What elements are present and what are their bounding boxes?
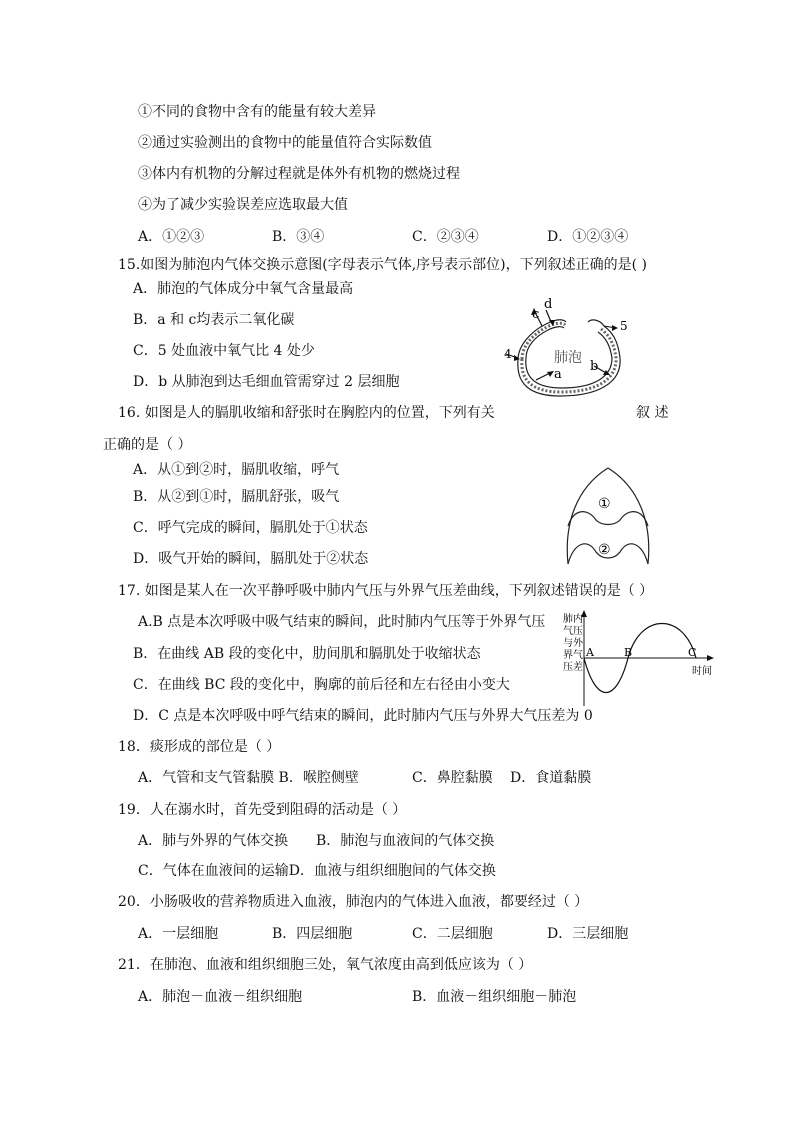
q14-statement-2: ②通过实验测出的食物中的能量值符合实际数值	[138, 135, 432, 151]
q17-option-c: C．在曲线 BC 段的变化中，胸廓的前后径和左右径由小变大	[133, 677, 510, 693]
point-b-label: B	[624, 646, 633, 659]
q20-option-c: C．二层细胞	[412, 926, 493, 942]
q20-stem: 20．小肠吸收的营养物质进入血液，肺泡内的气体进入血液，都要经过（ ）	[118, 894, 589, 910]
q17-option-a: A.B 点是本次呼吸中吸气结束的瞬间，此时肺内气压等于外界气压	[138, 614, 546, 630]
q16-stem-line2: 正确的是（ ）	[103, 437, 192, 453]
q18-stem: 18．痰形成的部位是（ ）	[118, 739, 281, 755]
q14-statement-4: ④为了减少实验误差应选取最大值	[138, 197, 348, 213]
q15-stem: 15.如图为肺泡内气体交换示意图(字母表示气体,序号表示部位)，下列叙述正确的是( )	[118, 257, 648, 273]
q20-option-d: D．三层细胞	[547, 926, 629, 942]
alveolus-center-label: 肺泡	[554, 350, 582, 366]
alveolus-figure	[500, 296, 640, 400]
label-b: b	[590, 359, 599, 374]
q17-stem: 17. 如图是某人在一次平静呼吸中肺内气压与外界气压差曲线，下列叙述错误的是（ ）	[118, 583, 654, 599]
q16-option-a: A．从①到②时，膈肌收缩，呼气	[133, 462, 340, 478]
q15-option-a: A．肺泡的气体成分中氧气含量最高	[133, 281, 354, 297]
point-c-label: C	[688, 646, 697, 659]
label-4: 4	[504, 347, 512, 361]
q14-option-b: B．③④	[272, 229, 325, 245]
q18-option-d: D．食道黏膜	[510, 770, 592, 786]
q16-stem-part2: 叙 述	[636, 405, 669, 421]
label-d: d	[544, 297, 553, 312]
q20-option-a: A．一层细胞	[138, 926, 219, 942]
y-label-2: 气压	[563, 626, 583, 637]
pressure-curve-figure	[560, 608, 720, 708]
q21-option-b: B．血液－组织细胞－肺泡	[412, 989, 577, 1005]
q21-stem: 21．在肺泡、血液和组织细胞三处，氧气浓度由高到低应该为（ ）	[118, 957, 533, 973]
q16-option-c: C．呼气完成的瞬间，膈肌处于①状态	[133, 520, 368, 536]
q16-stem-part1: 16. 如图是人的膈肌收缩和舒张时在胸腔内的位置，下列有关	[118, 405, 495, 421]
y-label-1: 肺内	[563, 614, 583, 625]
y-label-4: 界气	[563, 650, 583, 661]
q21-option-a: A．肺泡－血液－组织细胞	[138, 989, 303, 1005]
label-5: 5	[620, 319, 628, 333]
q16-option-d: D．吸气开始的瞬间，膈肌处于②状态	[133, 551, 369, 567]
q19-option-b: B．肺泡与血液间的气体交换	[316, 833, 495, 849]
q14-option-d: D．①②③④	[547, 229, 629, 245]
x-axis-label: 时间	[692, 666, 712, 677]
point-a-label: A	[586, 646, 594, 659]
q19-option-a: A．肺与外界的气体交换	[138, 833, 289, 849]
diaphragm-figure	[558, 464, 658, 570]
label-c: c	[532, 307, 540, 322]
q17-option-b: B．在曲线 AB 段的变化中，肋间肌和膈肌处于收缩状态	[133, 646, 481, 662]
diaphragm-label-1: ①	[598, 496, 611, 512]
q18-option-c: C．鼻腔黏膜	[412, 770, 493, 786]
q18-option-ab: A．气管和支气管黏膜 B．喉腔侧壁	[138, 770, 359, 786]
q14-option-c: C．②③④	[412, 229, 479, 245]
q19-stem: 19．人在溺水时，首先受到阻碍的活动是（ ）	[118, 802, 407, 818]
y-label-5: 压差	[563, 662, 583, 673]
q15-option-b: B．a 和 c均表示二氧化碳	[133, 312, 295, 328]
q15-option-c: C．5 处血液中氧气比 4 处少	[133, 343, 315, 359]
q20-option-b: B．四层细胞	[272, 926, 353, 942]
q14-option-a: A．①②③	[138, 229, 205, 245]
q14-statement-1: ①不同的食物中含有的能量有较大差异	[138, 104, 376, 120]
q17-option-d: D．C 点是本次呼吸中呼气结束的瞬间，此时肺内气压与外界大气压差为 0	[133, 708, 593, 724]
y-label-3: 与外	[563, 638, 583, 649]
label-a: a	[554, 367, 562, 382]
q14-statement-3: ③体内有机物的分解过程就是体外有机物的燃烧过程	[138, 166, 460, 182]
q16-option-b: B．从②到①时，膈肌舒张，吸气	[133, 489, 340, 505]
q19-option-cd: C．气体在血液间的运输D．血液与组织细胞间的气体交换	[138, 863, 496, 879]
diaphragm-label-2: ②	[598, 542, 611, 558]
q15-option-d: D．b 从肺泡到达毛细血管需穿过 2 层细胞	[133, 374, 400, 390]
